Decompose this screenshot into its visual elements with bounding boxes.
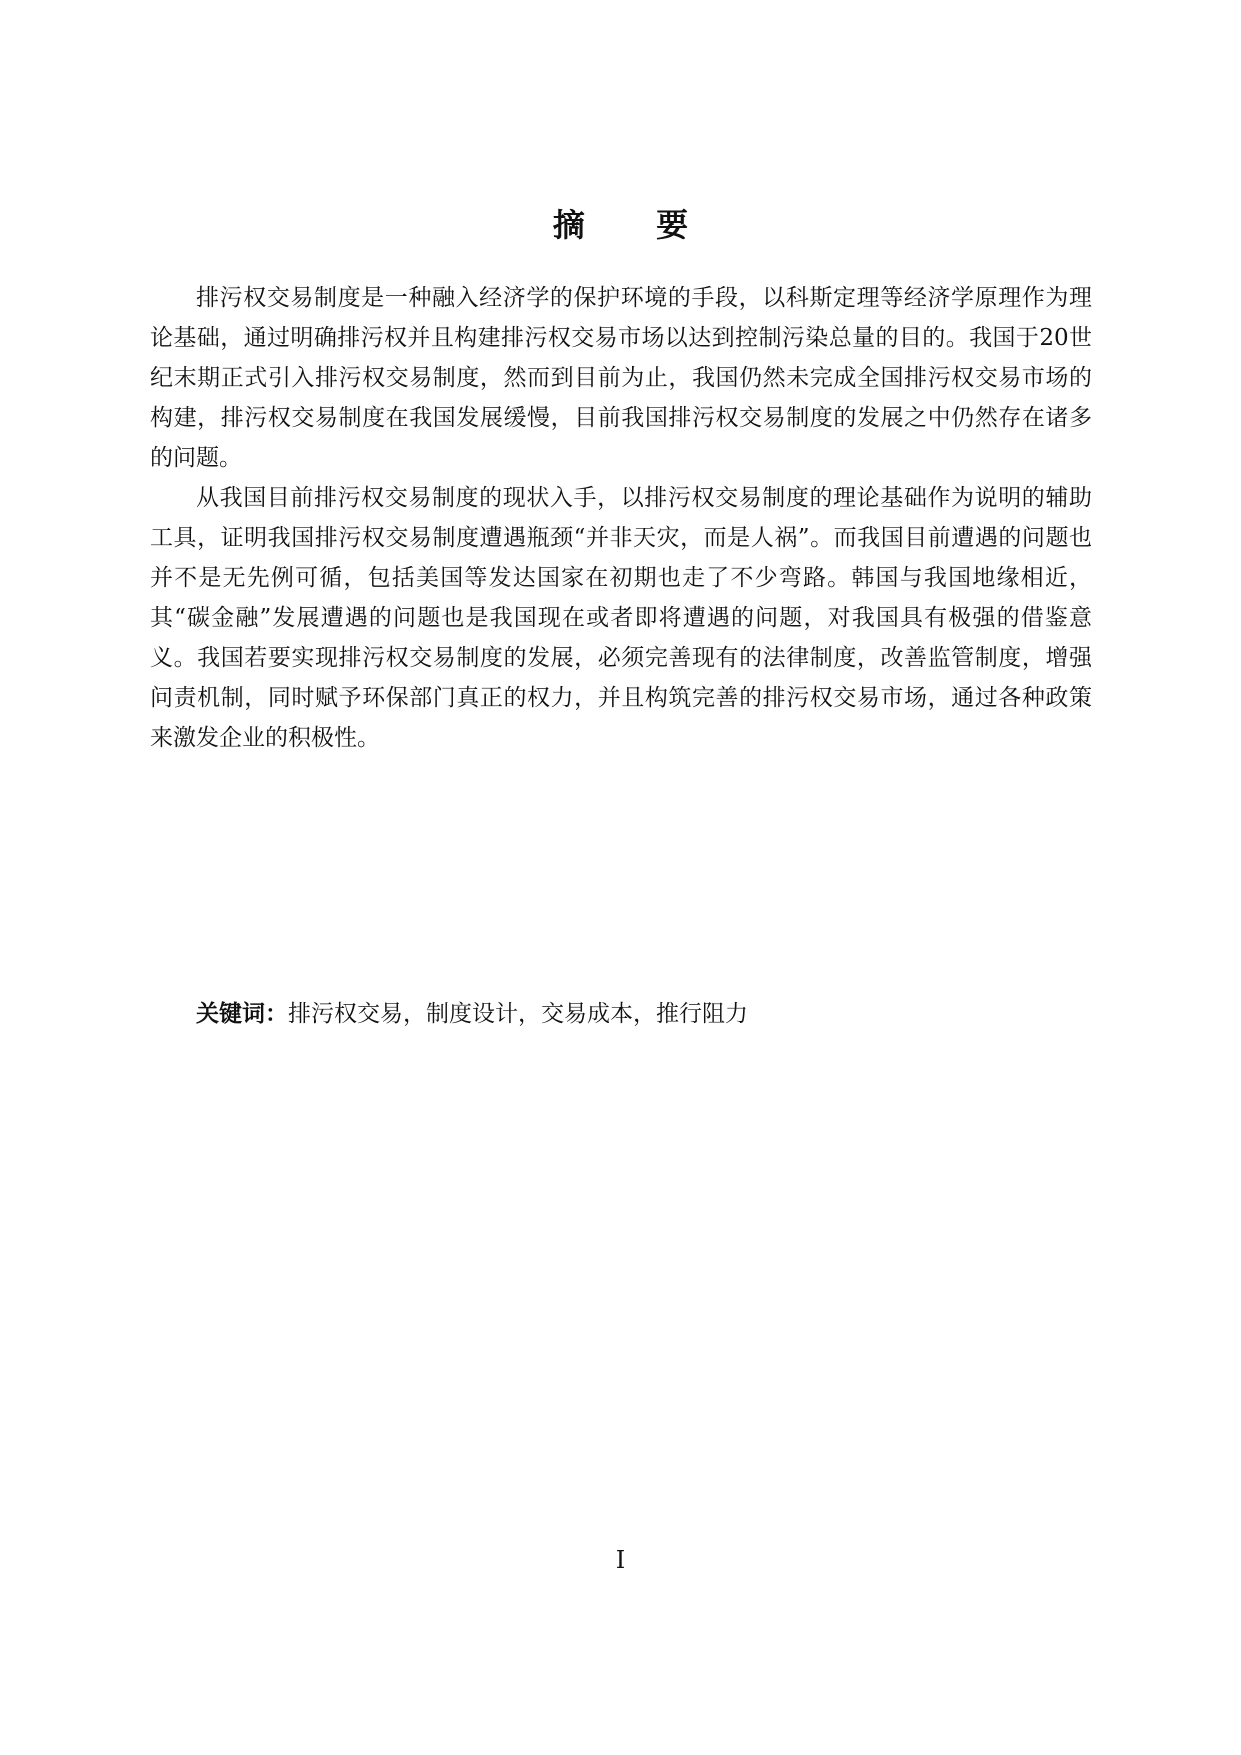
page-number: I	[615, 1546, 626, 1574]
abstract-paragraph-1: 排污权交易制度是一种融入经济学的保护环境的手段，以科斯定理等经济学原理作为理论基础，通过明确排污权并且构建排污权交易市场以达到控制污染总量的目的。我国于20世纪末期正式引入排污权交易制度，然而到目前为止，我国仍然未完成全国排污权交易市场的构建，排污权交易制度在我国发展缓慢，目前我国排污权交易制度的发展之中仍然存在诸多的问题。	[150, 285, 1092, 471]
keywords-label: 关键词：	[196, 1001, 288, 1027]
abstract-title: 摘 要	[552, 206, 719, 244]
keywords-text: 排污权交易，制度设计，交易成本，推行阻力	[288, 1001, 748, 1027]
keywords-line	[196, 994, 1096, 1034]
abstract-paragraph-2: 从我国目前排污权交易制度的现状入手，以排污权交易制度的理论基础作为说明的辅助工具，证明我国排污权交易制度遭遇瓶颈“并非天灾，而是人祸”。而我国目前遭遇的问题也并不是无先例可循，包括美国等发达国家在初期也走了不少弯路。韩国与我国地缘相近，其“碳金融”发展遭遇的问题也是我国现在或者即将遭遇的问题，对我国具有极强的借鉴意义。我国若要实现排污权交易制度的发展，必须完善现有的法律制度，改善监管制度，增强问责机制，同时赋予环保部门真正的权力，并且构筑完善的排污权交易市场，通过各种政策来激发企业的积极性。	[150, 485, 1092, 751]
abstract-body	[150, 278, 1092, 758]
